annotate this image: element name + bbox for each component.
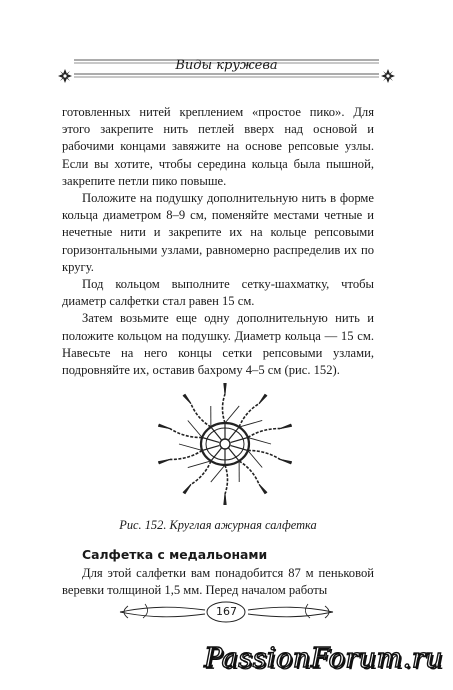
body-text <box>62 104 374 379</box>
body-paragraph: Под кольцом выполните сетку-шахматку, чтобы диаметр салфетки стал равен 15 см. <box>62 277 374 309</box>
running-header <box>0 56 453 92</box>
watermark-logo: PassionForum.ru <box>204 643 443 674</box>
body-paragraph: Затем возьмите еще одну дополнительную нить и положите кольцом на подушку. Диаметр кольца — 15 см. Навесьте на него концы сетки репсовыми узлами, подровняйте их, оставив бахрому 4–5 см (рис. 152). <box>62 311 374 378</box>
body-paragraph: Для этой салфетки вам понадобится 87 м пеньковой веревки толщиной 1,5 мм. Перед началом работы <box>62 566 374 598</box>
body-paragraph: готовленных нитей креплением «простое пико». Для этого закрепите нить петлей вверх над основой и рабочими концами завяжите на основе репсовые узлы. Если вы хотите, чтобы середина кольца была пышной, закрепите петли пико повыше. <box>62 105 374 188</box>
figure-caption: Рис. 152. Круглая ажурная салфетка <box>119 518 317 532</box>
page-footer <box>0 596 453 630</box>
chapter-title: Виды кружева <box>175 58 278 73</box>
page-number: 167 <box>216 605 237 618</box>
section-heading: Салфетка с медальонами <box>82 547 268 562</box>
round-lace-doily-illustration <box>120 372 330 512</box>
section-text <box>62 565 374 599</box>
body-paragraph: Положите на подушку дополнительную нить в форме кольца диаметром 8–9 см, поменяйте местами четные и нечетные нити и закрепите их на кольце репсовыми горизонтальными узлами, равномерно распределив их по кругу. <box>62 191 374 274</box>
